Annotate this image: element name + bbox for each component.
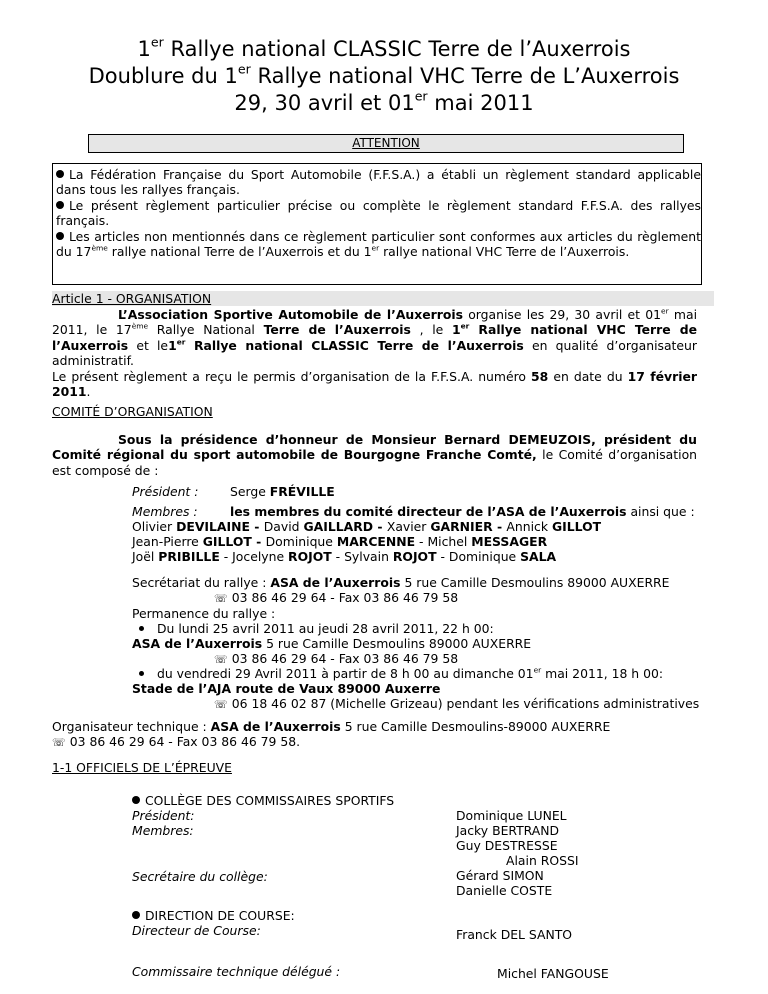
official-name: Gérard SIMON [456, 868, 544, 883]
permanence-2-place: Stade de l’AJA route de Vaux 89000 Auxerre [132, 681, 441, 696]
permanence-2-phone: ☏ 06 18 46 02 87 (Michelle Grizeau) pendant les vérifications administratives [214, 696, 700, 711]
permanence-1-phone: ☏ 03 86 46 29 64 - Fax 03 86 46 79 58 [214, 651, 459, 666]
college-president-label: Président: [132, 808, 195, 823]
official-name: Alain ROSSI [506, 853, 579, 868]
director-name: Franck DEL SANTO [456, 927, 573, 942]
members-label: Membres : [132, 504, 198, 519]
permanence-1-address: ASA de l’Auxerrois 5 rue Camille Desmoulins 89000 AUXERRE [132, 636, 532, 651]
technical-delegate-label: Commissaire technique délégué : [132, 964, 341, 979]
members-intro: les membres du comité directeur de l’ASA de l’Auxerrois ainsi que : [230, 504, 695, 519]
bullet-icon [132, 796, 140, 804]
title-line-2: Doublure du 1er Rallye national VHC Terre de L’Auxerrois [88, 61, 680, 88]
college-members-label: Membres: [132, 823, 194, 838]
phone-icon: ☏ [52, 736, 66, 749]
technical-organiser: Organisateur technique : ASA de l’Auxerrois 5 rue Camille Desmoulins-89000 AUXERRE [52, 719, 611, 734]
article-1-heading: Article 1 - ORGANISATION [52, 291, 212, 306]
permanence-item-2: du vendredi 29 Avril 2011 à partir de 8 h 00 au dimanche 01er mai 2011, 18 h 00: [132, 666, 663, 681]
technical-delegate-name: Michel FANGOUSE [497, 966, 609, 981]
attention-banner: ATTENTION [88, 134, 684, 153]
official-name: Danielle COSTE [456, 883, 553, 898]
article-1-heading-bar [52, 291, 714, 306]
notice-paragraph: La Fédération Française du Sport Automobile (F.F.S.A.) a établi un règlement standard applicable dans tous les rallyes français. [56, 167, 701, 198]
official-name: Dominique LUNEL [456, 808, 567, 823]
members-row-3: Joël PRIBILLE - Jocelyne ROJOT - Sylvain ROJOT - Dominique SALA [132, 549, 557, 564]
members-row-1: Olivier DEVILAINE - David GAILLARD - Xavier GARNIER - Annick GILLOT [132, 519, 602, 534]
notice-box [52, 163, 702, 285]
bullet-icon [139, 671, 144, 676]
college-title: COLLÈGE DES COMMISSAIRES SPORTIFS [132, 793, 394, 808]
direction-title: DIRECTION DE COURSE: [132, 908, 295, 923]
official-name: Jacky BERTRAND [456, 823, 560, 838]
bullet-icon [56, 232, 64, 240]
bullet-icon [139, 626, 144, 631]
phone-icon: ☏ [214, 592, 228, 605]
title-line-3: 29, 30 avril et 01er mai 2011 [234, 88, 534, 115]
members-row-2: Jean-Pierre GILLOT - Dominique MARCENNE - Michel MESSAGER [132, 534, 548, 549]
secretariat-line: Secrétariat du rallye : ASA de l’Auxerrois 5 rue Camille Desmoulins 89000 AUXERRE [132, 575, 670, 590]
phone-icon: ☏ [214, 653, 228, 666]
committee-heading: COMITÉ D’ORGANISATION [52, 404, 213, 419]
phone-icon: ☏ [214, 698, 228, 711]
notice-paragraph: Les articles non mentionnés dans ce règlement particulier sont conformes aux articles du règlement du 17ème rallye national Terre de l’Auxerrois et du 1er rallye national VHC Terre de l’Auxerrois. [56, 228, 701, 260]
technical-organiser-phone: ☏ 03 86 46 29 64 - Fax 03 86 46 79 58. [52, 734, 301, 749]
permanence-item-1: Du lundi 25 avril 2011 au jeudi 28 avril 2011, 22 h 00: [132, 621, 494, 636]
notice-paragraph: Le présent règlement particulier précise ou complète le règlement standard F.F.S.A. des rallyes français. [56, 197, 701, 229]
bullet-icon [132, 911, 140, 919]
college-secretary-label: Secrétaire du collège: [132, 869, 268, 884]
secretariat-phone: ☏ 03 86 46 29 64 - Fax 03 86 46 79 58 [214, 590, 459, 605]
director-label: Directeur de Course: [132, 923, 261, 938]
president-name: Serge FRÉVILLE [230, 484, 335, 499]
organisation-paragraph: L’Association Sportive Automobile de l’Auxerrois organise les 29, 30 avril et 01er mai 2011, le 17ème Rallye National Terre de l’Auxerrois , le 1er Rallye national VHC Terre de l’Auxerrois et le1er Rallye national CLASSIC Terre de l’Auxerrois en qualité d’organisateur administratif. [52, 306, 698, 369]
committee-intro: Sous la présidence d’honneur de Monsieur Bernard DEMEUZOIS, président du Comité régional du sport automobile de Bourgogne Franche Comté, le Comité d’organisation est composé de : [52, 432, 698, 478]
permanence-label: Permanence du rallye : [132, 606, 276, 621]
president-row: Président : [132, 484, 199, 499]
officials-heading: 1-1 OFFICIELS DE L’ÉPREUVE [52, 760, 232, 775]
permit-paragraph: Le présent règlement a reçu le permis d’organisation de la F.F.S.A. numéro 58 en date du 17 février 2011. [52, 368, 697, 400]
bullet-icon [56, 170, 64, 178]
title-line-1: 1er Rallye national CLASSIC Terre de l’Auxerrois [137, 34, 631, 61]
bullet-icon [56, 201, 64, 209]
official-name: Guy DESTRESSE [456, 838, 558, 853]
article-1-body [52, 307, 697, 399]
